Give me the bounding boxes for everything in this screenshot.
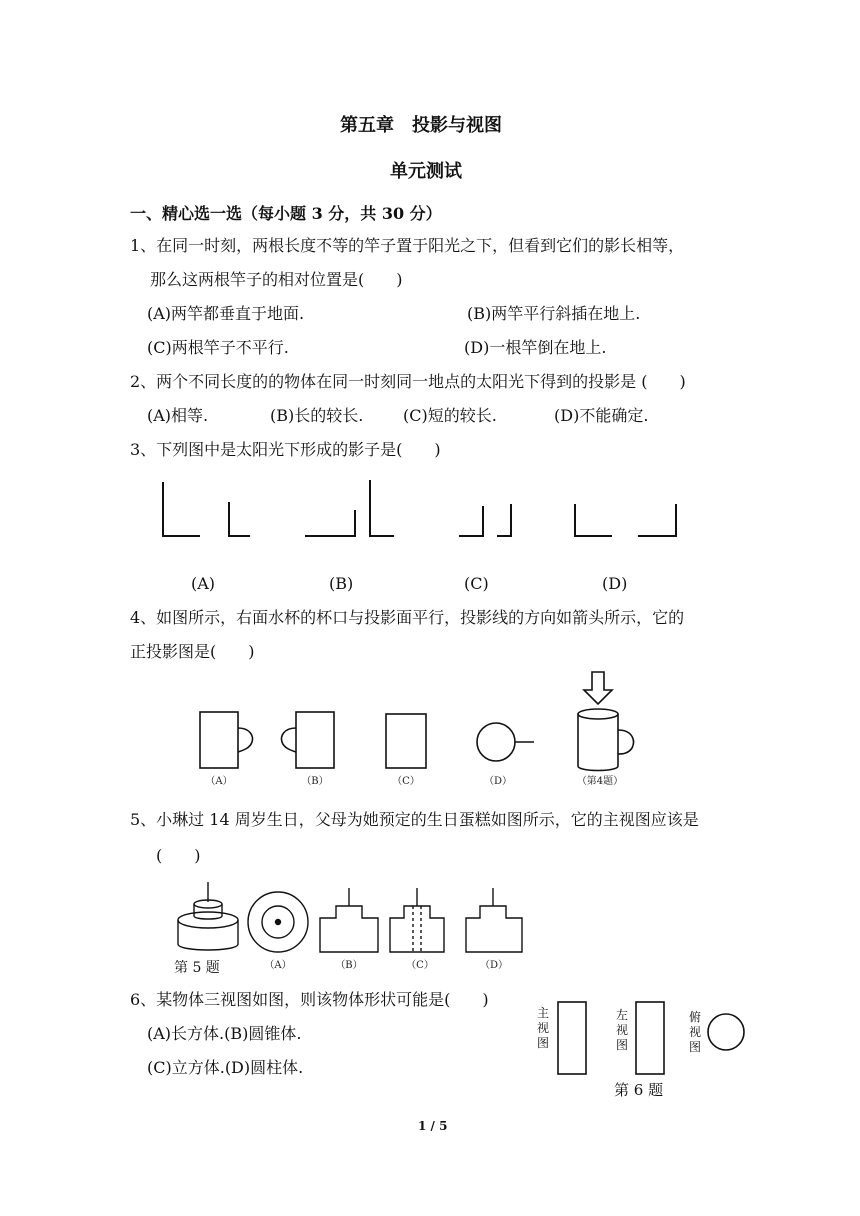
q6-options-1: (A)长方体.(B)圆锥体. [147, 1024, 302, 1043]
q1-stem-line1: 1、在同一时刻，两根长度不等的竿子置于阳光之下，但看到它们的影长相等， [130, 236, 685, 255]
q6-top-view-label: 俯视图 [689, 1010, 702, 1054]
q5-stem-line2: ( ) [156, 846, 201, 865]
q4-stem-line2: 正投影图是( ) [130, 642, 255, 661]
q6-front-view-label: 主视图 [537, 1006, 550, 1050]
q4-stem-line1: 4、如图所示，右面水杯的杯口与投影面平行，投影线的方向如箭头所示，它的 [130, 608, 685, 627]
q3-label-d: (D) [602, 574, 628, 593]
q5-label-b: （B） [335, 960, 363, 971]
q5-captions [170, 956, 540, 972]
q3-label-a: (A) [191, 574, 216, 593]
q6-stem: 6、某物体三视图如图，则该物体形状可能是( ) [130, 990, 489, 1009]
page-number: 1 / 5 [418, 1119, 448, 1133]
q5-label-d: （D） [479, 960, 509, 971]
q3-stem: 3、下列图中是太阳光下形成的影子是( ) [130, 440, 441, 459]
q2-stem: 2、两个不同长度的的物体在同一时刻同一地点的太阳光下得到的投影是 ( ) [130, 372, 686, 391]
q6-figure-label: 第 6 题 [614, 1081, 664, 1099]
q2-option-d: (D)不能确定. [554, 406, 649, 425]
q1-option-c: (C)两根竿子不平行. [147, 338, 289, 357]
q4-captions [188, 772, 648, 788]
section-heading: 一、精心选一选（每小题 3 分，共 30 分） [130, 204, 442, 223]
q5-figure-label: 第 5 题 [174, 960, 220, 976]
q3-label-c: (C) [464, 574, 489, 593]
q1-option-d: (D)一根竿倒在地上. [464, 338, 607, 357]
q4-label-c: （C） [392, 776, 420, 787]
q3-shadow-figures [150, 476, 710, 546]
q1-option-a: (A)两竿都垂直于地面. [147, 304, 305, 323]
q4-figure-label: （第4题） [576, 776, 624, 787]
q5-stem-line1: 5、小琳过 14 周岁生日，父母为她预定的生日蛋糕如图所示，它的主视图应该是 [130, 810, 699, 829]
q5-label-a: （A） [264, 960, 292, 971]
q2-option-b: (B)长的较长. [270, 406, 364, 425]
q3-label-b: (B) [329, 574, 354, 593]
q5-cake-figures [170, 876, 540, 956]
page-subtitle: 单元测试 [390, 161, 462, 182]
page-title: 第五章 投影与视图 [340, 115, 502, 136]
q4-label-d: （D） [483, 776, 513, 787]
q1-option-b: (B)两竿平行斜插在地上. [467, 304, 641, 323]
q6-three-views-figure [530, 996, 750, 1076]
q1-stem-line2: 那么这两根竿子的相对位置是( ) [150, 270, 403, 289]
q4-label-b: （B） [301, 776, 329, 787]
q2-option-a: (A)相等. [147, 406, 209, 425]
q5-label-c: （C） [406, 960, 434, 971]
q4-label-a: （A） [205, 776, 233, 787]
q6-options-2: (C)立方体.(D)圆柱体. [147, 1058, 304, 1077]
q6-left-view-label: 左视图 [616, 1008, 629, 1052]
q2-option-c: (C)短的较长. [403, 406, 497, 425]
